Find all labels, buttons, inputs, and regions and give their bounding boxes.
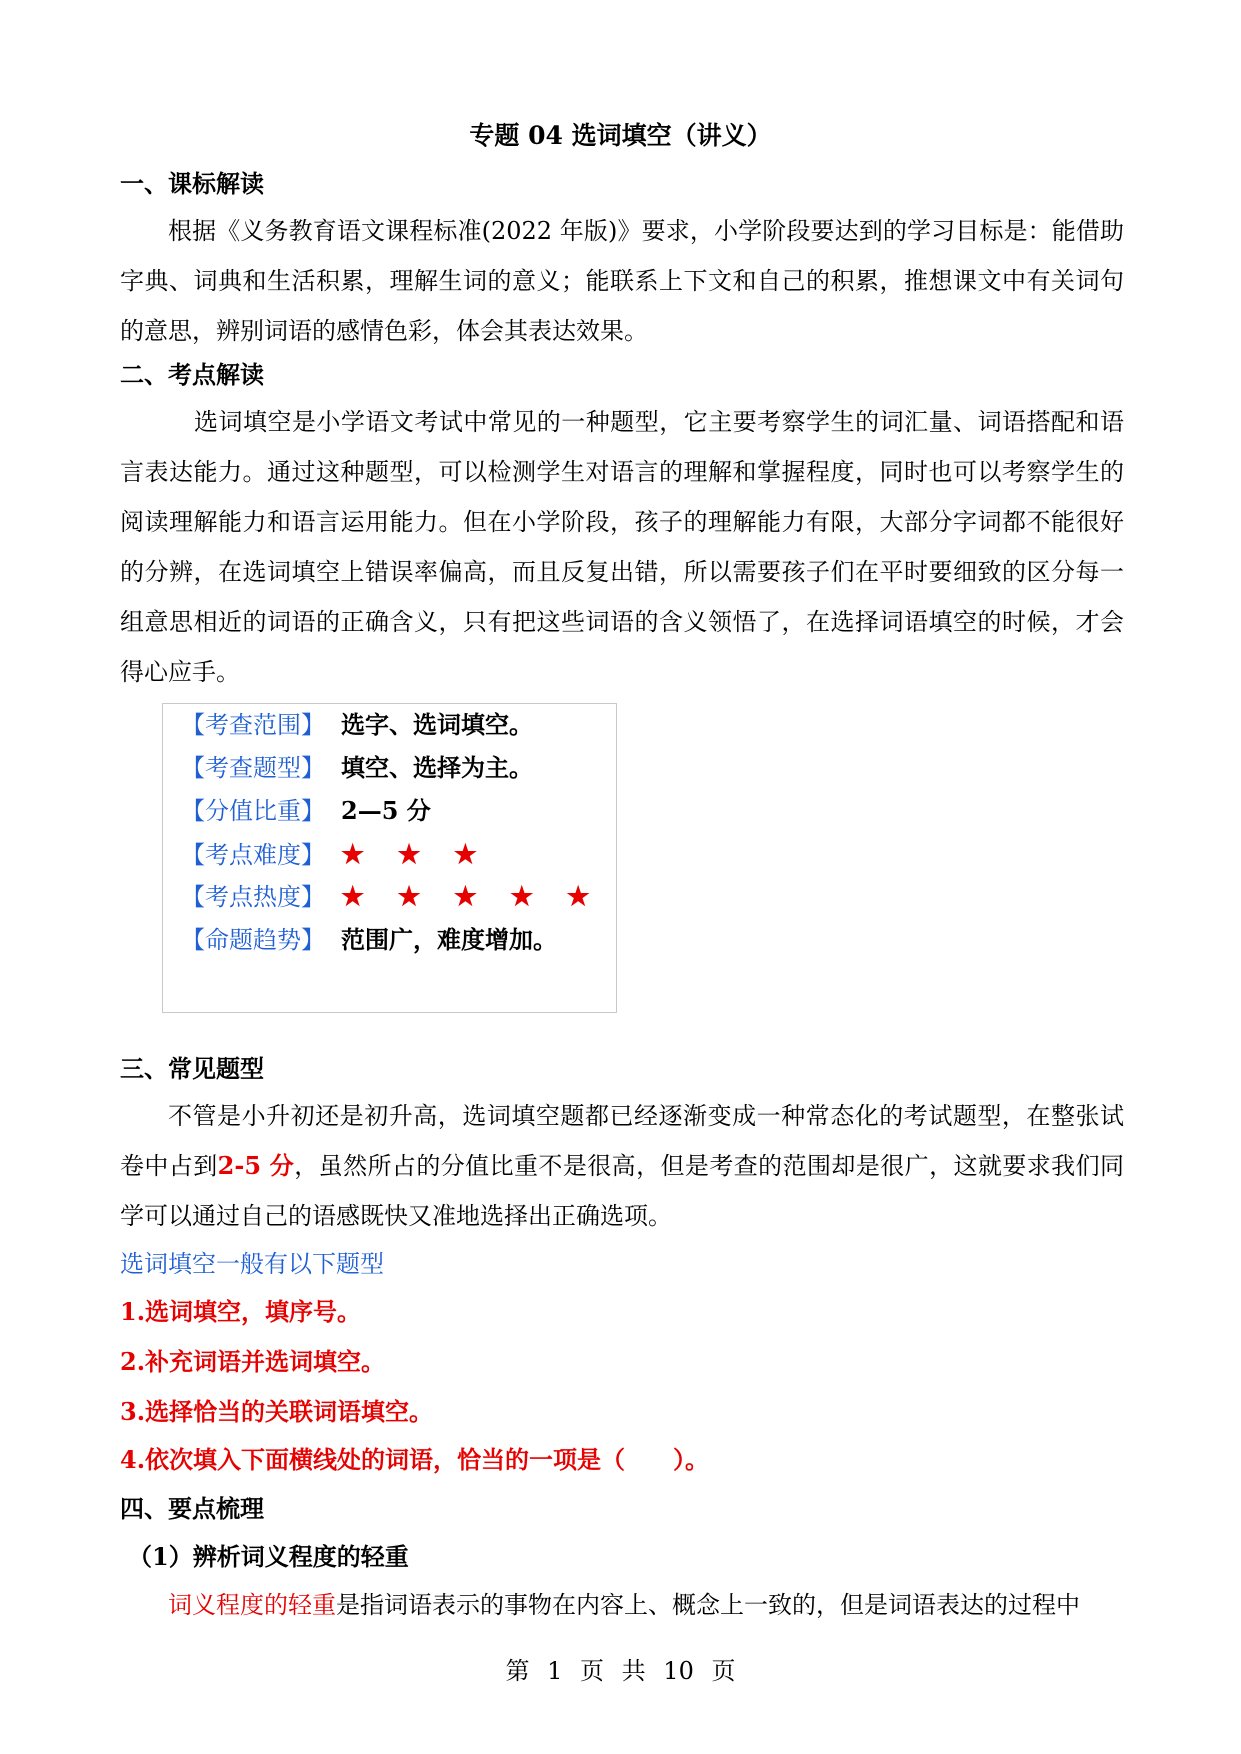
subheading-word-degree: （1）辨析词义程度的轻重 [128,1542,409,1571]
page-title: 专题 04 选词填空（讲义） [469,121,772,150]
type-item: 2.补充词语并选词填空。 [120,1347,386,1376]
section-heading-common-types: 三、常见题型 [120,1054,264,1083]
info-row-difficulty [181,838,489,872]
info-label: 【考点热度】 [181,883,325,911]
type-item: 1.选词填空，填序号。 [120,1297,362,1326]
info-value: 2—5 分 [341,796,431,825]
section-heading-exam-points: 二、考点解读 [120,360,264,389]
info-row-scope [181,708,533,742]
info-value: 范围广，难度增加。 [341,925,557,954]
exam-info-box [162,703,617,1013]
info-label: 【分值比重】 [181,797,325,825]
info-label: 【考点难度】 [181,841,325,869]
section-heading-curriculum: 一、课标解读 [120,169,264,198]
info-label: 【命题趋势】 [181,926,325,954]
page-footer: 第 1 页 共 10 页 [505,1657,736,1685]
info-row-score-weight [181,794,431,828]
info-value: 填空、选择为主。 [341,753,533,782]
type-item: 4.依次填入下面横线处的词语，恰当的一项是（ ）。 [120,1445,710,1474]
paragraph-text: 是指词语表示的事物在内容上、概念上一致的，但是词语表达的过程中 [336,1591,1080,1619]
score-highlight: 2-5 分 [217,1151,295,1180]
type-item: 3.选择恰当的关联词语填空。 [120,1397,434,1426]
term-highlight: 词义程度的轻重 [168,1591,336,1619]
info-row-heat [181,880,602,914]
info-value: 选字、选词填空。 [341,710,533,739]
difficulty-stars-icon: ★ ★ ★ [341,840,490,870]
exam-points-paragraph: 选词填空是小学语文考试中常见的一种题型，它主要考察学生的词汇量、词语搭配和语言表达能力。通过这种题型，可以检测学生对语言的理解和掌握程度，同时也可以考察学生的阅读理解能力和语言运用能力。但在小学阶段，孩子的理解能力有限，大部分字词都不能很好的分辨，在选词填空上错误率偏高，而且反复出错，所以需要孩子们在平时要细致的区分每一组意思相近的词语的正确含义，只有把这些词语的含义领悟了，在选择词语填空的时候，才会得心应手。 [120,408,1124,686]
curriculum-paragraph: 根据《义务教育语文课程标准(2022 年版)》要求，小学阶段要达到的学习目标是：能借助字典、词典和生活积累，理解生词的意义；能联系上下文和自己的积累，推想课文中有关词句的意思，辨别词语的感情色彩，体会其表达效果。 [120,217,1124,345]
heat-stars-icon: ★ ★ ★ ★ ★ [341,882,602,912]
paragraph-text: 不管是小升初还是初升高，选词填空题都已经逐渐变成一种常态化的考试题型，在整张试卷中占到 [120,1102,1124,1180]
info-label: 【考查范围】 [181,711,325,739]
info-row-question-type [181,751,533,785]
section-heading-key-points: 四、要点梳理 [120,1494,264,1523]
info-row-trend [181,923,557,957]
info-label: 【考查题型】 [181,754,325,782]
paragraph-text: ，虽然所占的分值比重不是很高，但是考查的范围却是很广，这就要求我们同学可以通过自己的语感既快又准地选择出正确选项。 [120,1152,1125,1230]
types-intro: 选词填空一般有以下题型 [120,1250,384,1278]
common-types-paragraph [120,1091,1124,1241]
word-degree-paragraph [120,1580,1124,1630]
